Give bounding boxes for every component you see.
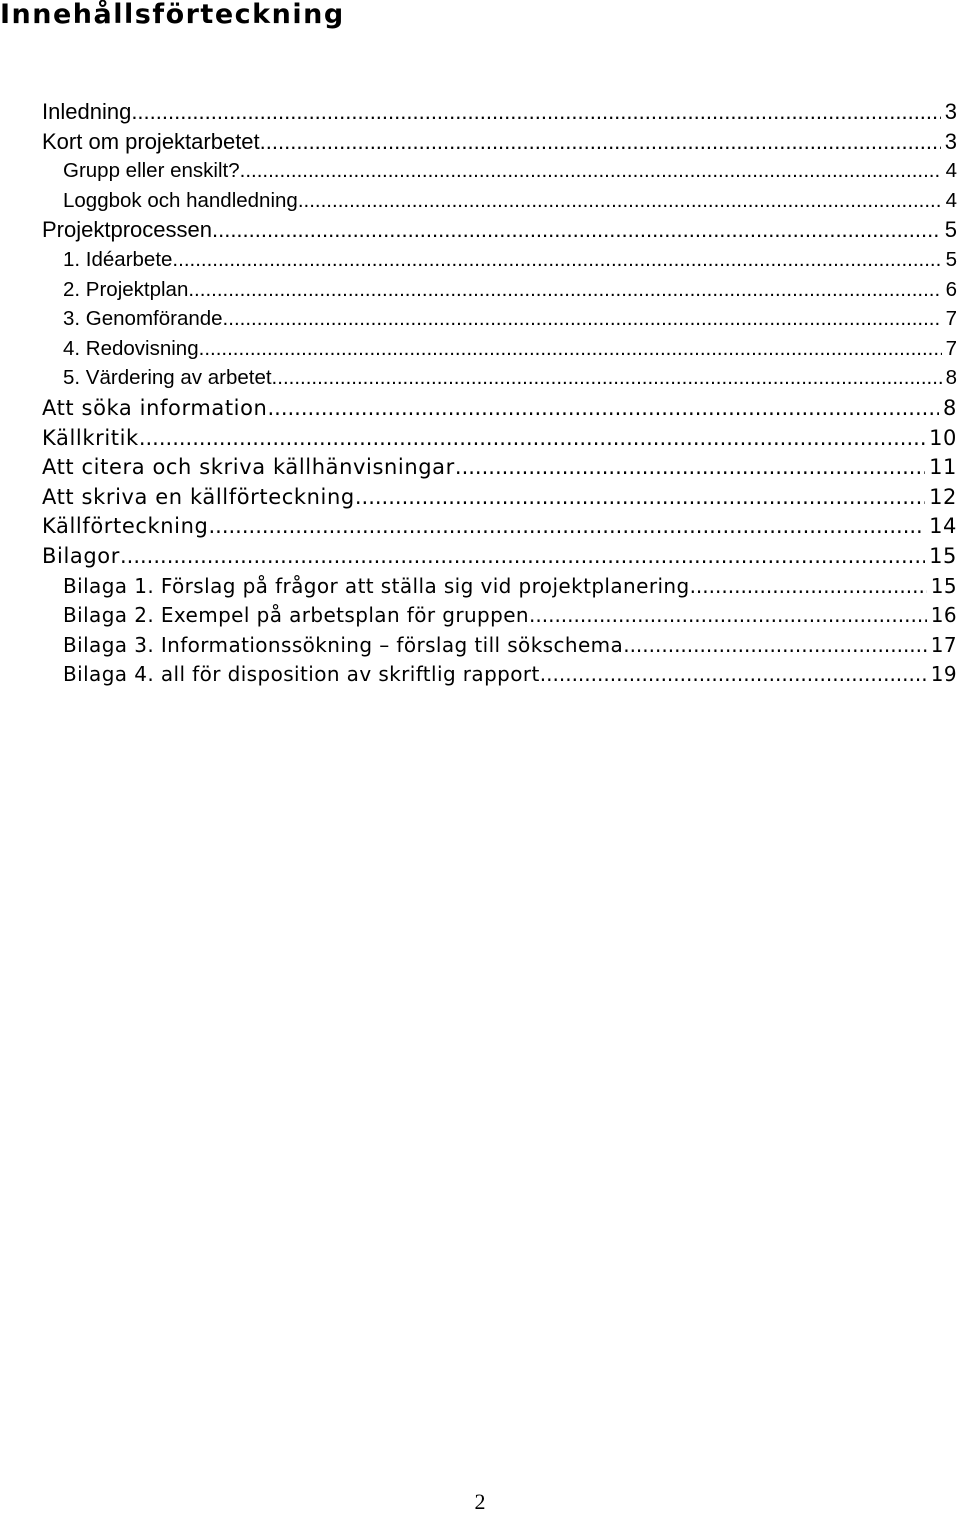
toc-entry-title: 3. Genomförande — [63, 307, 223, 331]
toc-entry-title: Källförteckning — [42, 514, 209, 539]
toc-entry-page: 19 — [930, 662, 957, 687]
toc-entry-title: 2. Projektplan — [63, 277, 189, 301]
toc-entry-page: 12 — [929, 484, 957, 509]
toc-dot-leader — [455, 452, 925, 482]
toc-entry-page: 3 — [944, 128, 957, 154]
toc-entry[interactable] — [42, 482, 957, 512]
toc-entry[interactable] — [63, 659, 957, 689]
toc-dot-leader — [267, 393, 939, 423]
toc-entry-title: Inledning — [42, 99, 132, 124]
toc-entry[interactable] — [63, 571, 957, 601]
toc-entry-page: 4 — [945, 159, 957, 183]
toc-entry[interactable] — [42, 423, 957, 453]
toc-dot-leader — [131, 97, 940, 127]
toc-entry-title: Bilaga 3. Informationssökning – förslag till sökschema — [63, 632, 624, 657]
toc-entry-title: Att skriva en källförteckning — [42, 484, 355, 509]
toc-entry[interactable] — [42, 97, 957, 127]
toc-entry-page: 8 — [943, 396, 957, 420]
toc-dot-leader — [623, 630, 927, 660]
toc-dot-leader — [298, 186, 942, 216]
toc-dot-leader — [690, 571, 927, 601]
toc-entry[interactable] — [63, 363, 957, 393]
page-title: Innehållsförteckning — [0, 0, 345, 30]
toc-entry[interactable] — [63, 304, 957, 334]
toc-entry-title: Källkritik — [42, 425, 139, 450]
toc-entry-page: 15 — [929, 544, 957, 568]
toc-entry-page: 8 — [945, 366, 957, 390]
toc-dot-leader — [208, 511, 925, 541]
toc-dot-leader — [540, 659, 927, 689]
toc-dot-leader — [223, 304, 942, 334]
toc-entry-page: 14 — [929, 514, 957, 539]
toc-entry[interactable] — [42, 215, 957, 245]
toc-entry-page: 7 — [945, 336, 957, 360]
toc-entry-title: Bilagor — [42, 544, 120, 568]
toc-dot-leader — [120, 541, 925, 571]
toc-entry[interactable] — [42, 452, 957, 482]
toc-entry-title: Grupp eller enskilt? — [63, 159, 240, 183]
toc-entry[interactable] — [63, 245, 957, 275]
toc-entry-title: 5. Värdering av arbetet — [63, 366, 272, 390]
toc-entry-page: 10 — [929, 425, 957, 450]
toc-entry[interactable] — [42, 511, 957, 541]
toc-entry-title: Bilaga 1. Förslag på frågor att ställa sig vid projektplanering — [63, 573, 690, 598]
toc-entry-page: 16 — [930, 603, 957, 628]
toc-entry[interactable] — [63, 156, 957, 186]
toc-dot-leader — [355, 482, 925, 512]
toc-dot-leader — [188, 275, 941, 305]
toc-dot-leader — [172, 245, 941, 275]
toc-dot-leader — [529, 600, 927, 630]
toc-entry[interactable] — [63, 630, 957, 660]
toc-dot-leader — [260, 127, 941, 157]
toc-dot-leader — [212, 215, 941, 245]
toc-entry-page: 7 — [945, 307, 957, 331]
toc-entry-page: 15 — [930, 573, 957, 598]
toc-entry-page: 3 — [944, 99, 957, 124]
toc-entry-title: Att citera och skriva källhänvisningar — [42, 455, 455, 480]
toc-entry[interactable] — [63, 334, 957, 364]
toc-dot-leader — [240, 156, 942, 186]
toc-entry-title: Att söka information — [42, 396, 268, 420]
toc-entry[interactable] — [42, 393, 957, 423]
toc-entry-page: 17 — [930, 632, 957, 657]
toc-dot-leader — [199, 334, 942, 364]
toc-entry-title: Kort om projektarbetet — [42, 128, 260, 154]
toc-entry[interactable] — [63, 275, 957, 305]
toc-entry[interactable] — [42, 127, 957, 157]
toc-dot-leader — [272, 363, 942, 393]
page-number: 2 — [474, 1489, 486, 1514]
toc-entry[interactable] — [63, 600, 957, 630]
toc-entry-page: 11 — [929, 455, 957, 480]
toc-entry-page: 4 — [945, 188, 957, 212]
toc-entry-title: Bilaga 4. all för disposition av skriftlig rapport — [63, 662, 540, 687]
toc-entry-page: 5 — [945, 248, 957, 271]
toc-entry-title: Bilaga 2. Exempel på arbetsplan för gruppen — [63, 603, 530, 628]
toc-entry-page: 5 — [944, 217, 957, 243]
toc-entry-title: 1. Idéarbete — [63, 248, 173, 271]
toc-entry-title: Loggbok och handledning — [63, 188, 298, 212]
toc-entry[interactable] — [63, 186, 957, 216]
toc-dot-leader — [139, 423, 925, 453]
toc-entry[interactable] — [42, 541, 957, 571]
toc-entry-title: Projektprocessen — [42, 217, 212, 243]
toc-entry-page: 6 — [945, 277, 957, 301]
toc-entry-title: 4. Redovisning — [63, 336, 199, 360]
